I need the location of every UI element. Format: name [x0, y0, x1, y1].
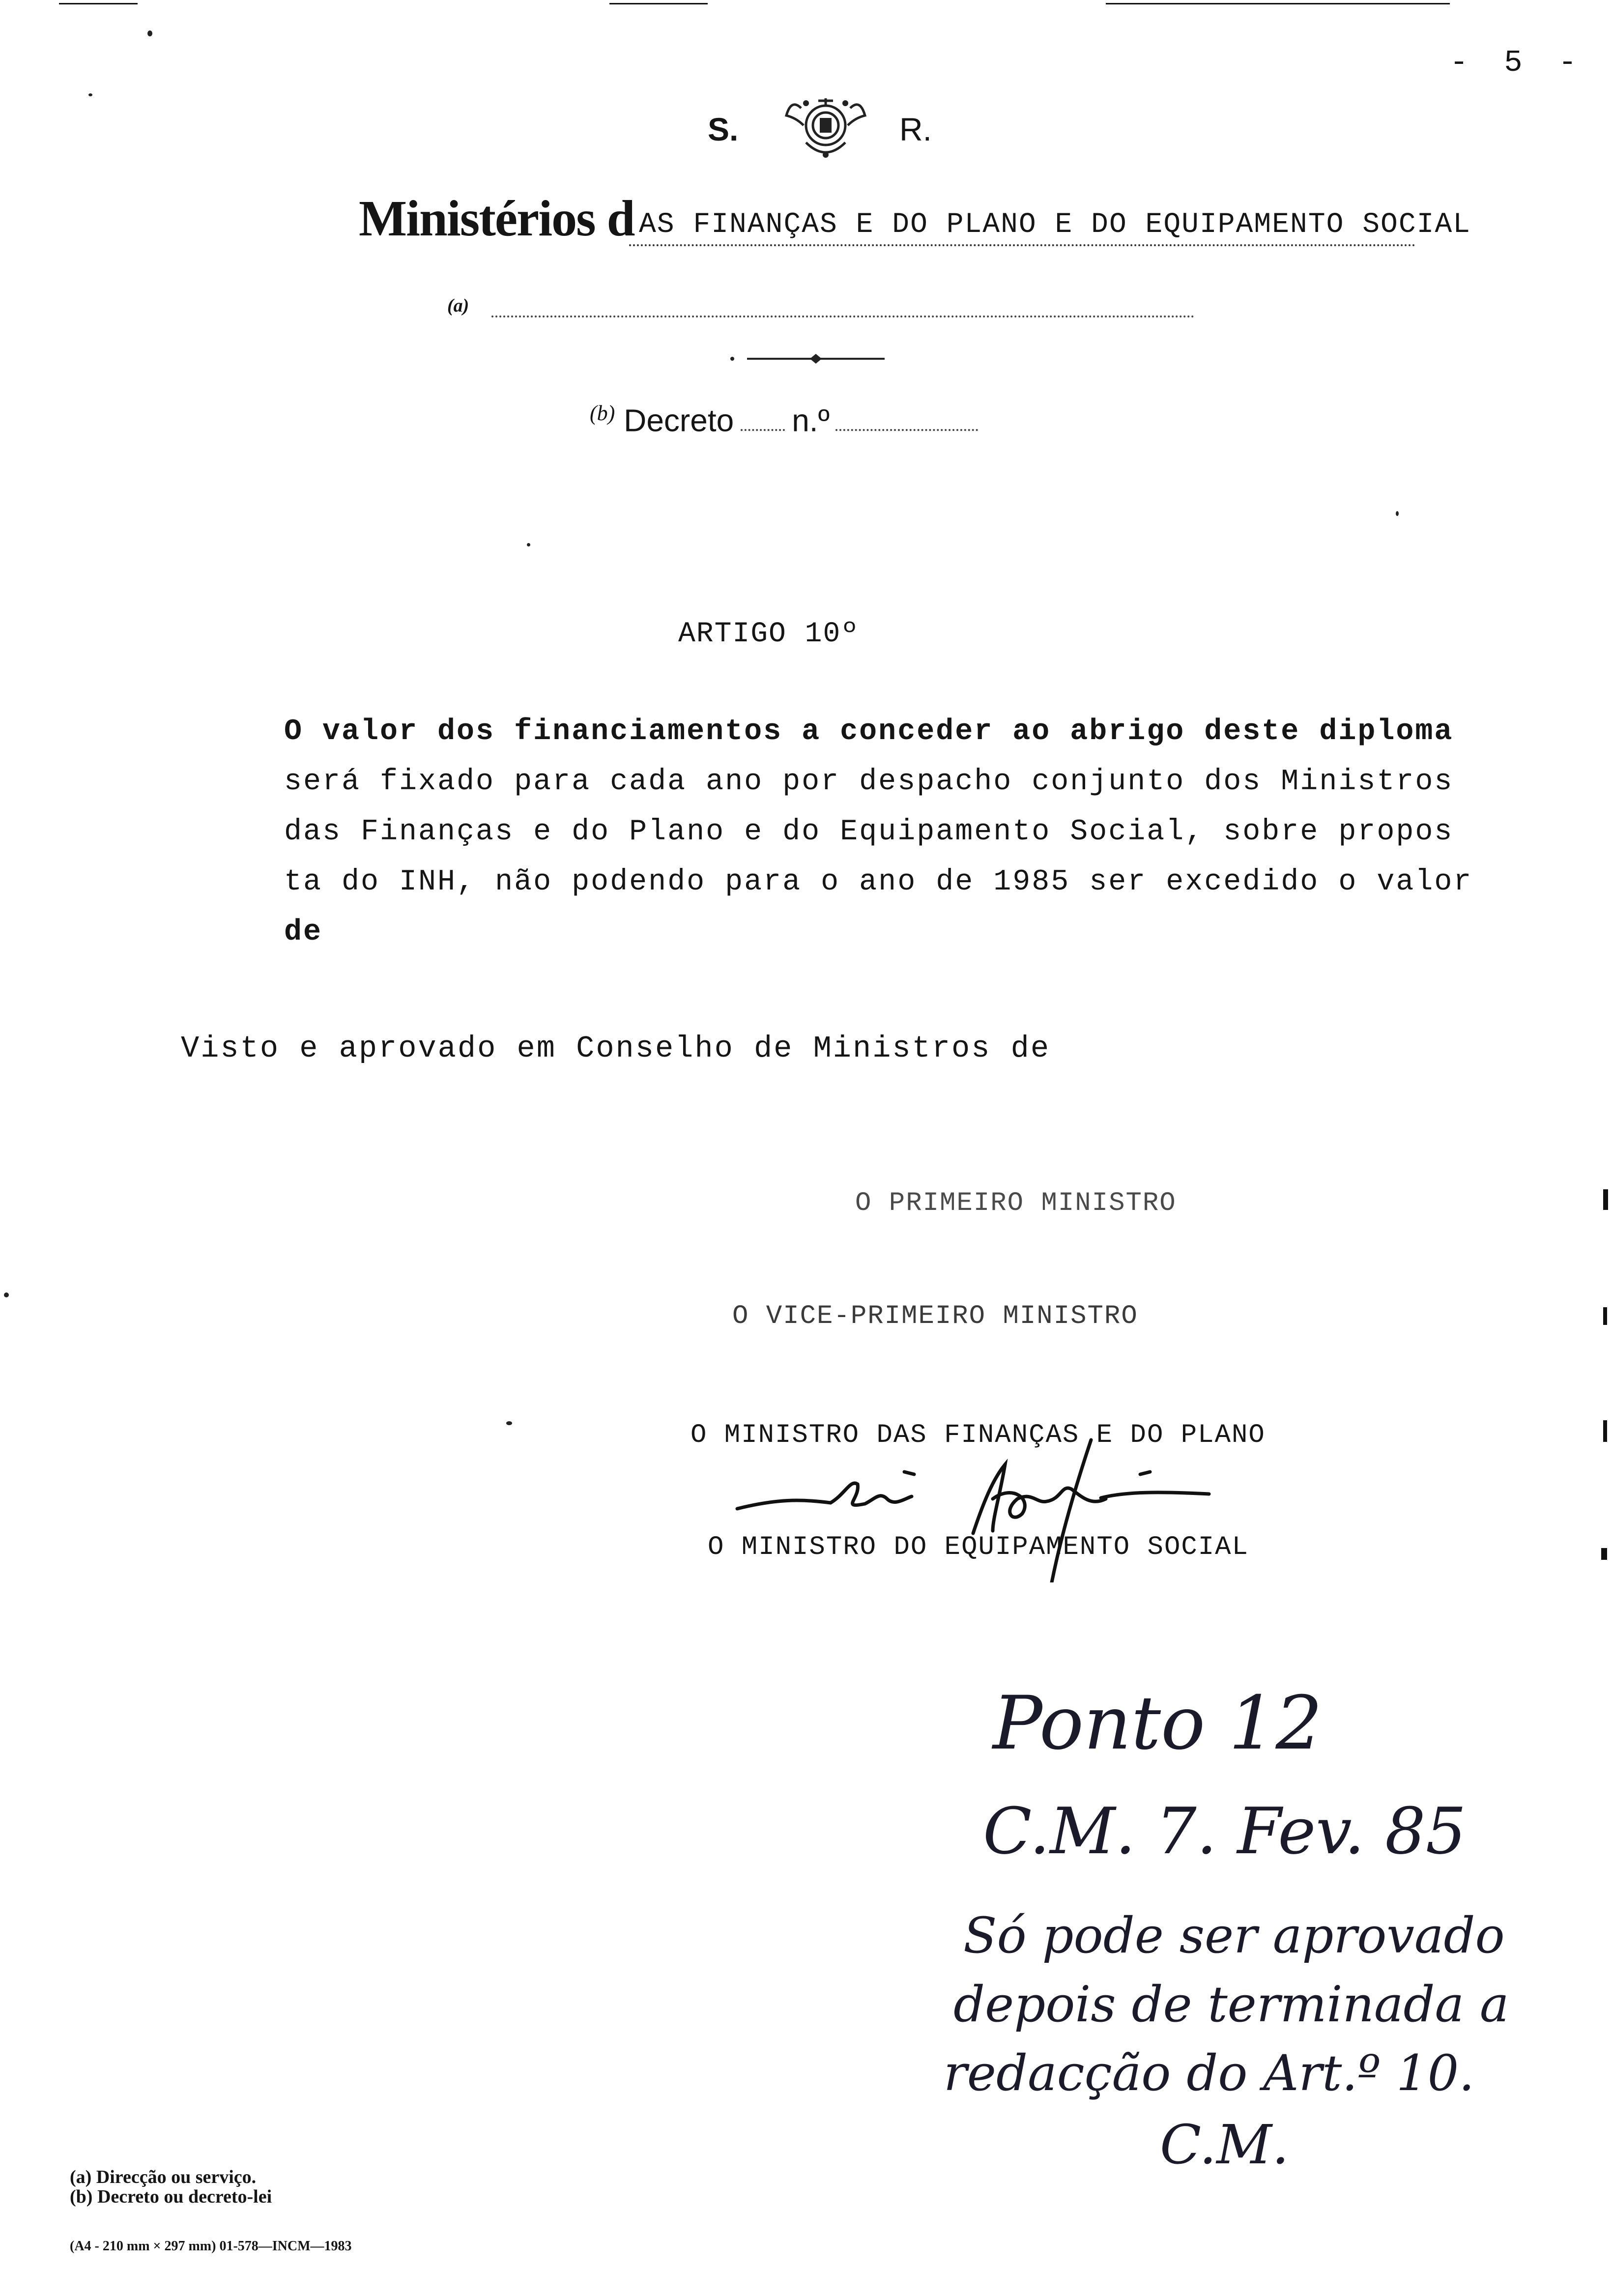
signatory-deputy-prime-minister: O VICE-PRIMEIRO MINISTRO: [732, 1301, 1138, 1331]
ministry-dotted-line: [629, 244, 1415, 246]
scan-edge-mark: [1106, 3, 1450, 4]
header-right-initial: R.: [899, 111, 932, 147]
handwritten-note-item: Ponto 12: [993, 1681, 1323, 1766]
scan-edge-mark: [1601, 1548, 1607, 1560]
handwritten-signature: [718, 1425, 1307, 1582]
footnote-a: (a) Direcção ou serviço.: [70, 2167, 257, 2187]
ministry-prefix: Ministérios d: [359, 190, 634, 247]
service-label: (a): [447, 295, 469, 316]
scan-speck: [506, 1421, 512, 1425]
ministry-name: AS FINANÇAS E DO PLANO E DO EQUIPAMENTO SOCIAL: [639, 209, 1471, 241]
handwritten-note-line: Só pode ser aprovado: [963, 1907, 1505, 1964]
decree-word: Decreto: [624, 402, 734, 438]
ornamental-divider: [727, 349, 890, 369]
handwritten-note-line: depois de terminada a: [953, 1976, 1509, 2033]
scan-edge-mark: [1603, 1189, 1608, 1210]
decree-number-label: n.º: [792, 402, 830, 438]
header-left-initial: S.: [708, 111, 739, 147]
article-text-line: O valor dos financiamentos a conceder ao abrigo deste diploma: [284, 715, 1454, 748]
decree-label: (b): [590, 401, 615, 425]
article-text-line: ta do INH, não podendo para o ano de 1985 ser excedido o valor: [284, 865, 1473, 899]
decree-type-dotted-line: [741, 429, 785, 431]
signatory-equipment-minister: O MINISTRO DO EQUIPAMENTO SOCIAL: [708, 1532, 1249, 1562]
scan-speck: [147, 30, 152, 36]
signatory-finance-minister: O MINISTRO DAS FINANÇAS E DO PLANO: [691, 1420, 1266, 1450]
article-heading: ARTIGO 10º: [678, 618, 860, 650]
scan-edge-mark: [1603, 1307, 1607, 1325]
scan-edge-mark: [1603, 1420, 1607, 1442]
service-dotted-line: [491, 316, 1194, 317]
article-text-line: das Finanças e do Plano e do Equipamento Social, sobre propos: [284, 815, 1454, 849]
signatory-prime-minister: O PRIMEIRO MINISTRO: [855, 1188, 1177, 1218]
article-text-line: será fixado para cada ano por despacho conjunto dos Ministros: [284, 765, 1454, 799]
coat-of-arms-icon: [772, 88, 880, 162]
scan-edge-mark: [59, 3, 138, 4]
scan-speck: [1396, 511, 1399, 516]
article-text-line: de: [284, 916, 323, 949]
approval-statement: Visto e aprovado em Conselho de Ministros de: [181, 1031, 1051, 1066]
decree-number-dotted-line: [835, 429, 978, 431]
scan-speck: [88, 93, 92, 96]
scan-edge-mark: [609, 3, 708, 4]
page-number: - 5 -: [1450, 45, 1586, 80]
scan-speck: [4, 1292, 9, 1297]
form-code: (A4 - 210 mm × 297 mm) 01-578—INCM—1983: [70, 2239, 352, 2254]
scan-speck: [527, 543, 530, 546]
handwritten-note-line: redacção do Art.º 10.: [944, 2044, 1475, 2102]
footnote-b: (b) Decreto ou decreto-lei: [70, 2186, 272, 2207]
decree-line: [590, 401, 978, 438]
handwritten-initials: C.M.: [1160, 2113, 1289, 2176]
handwritten-note-date: C.M. 7. Fev. 85: [983, 1794, 1467, 1868]
